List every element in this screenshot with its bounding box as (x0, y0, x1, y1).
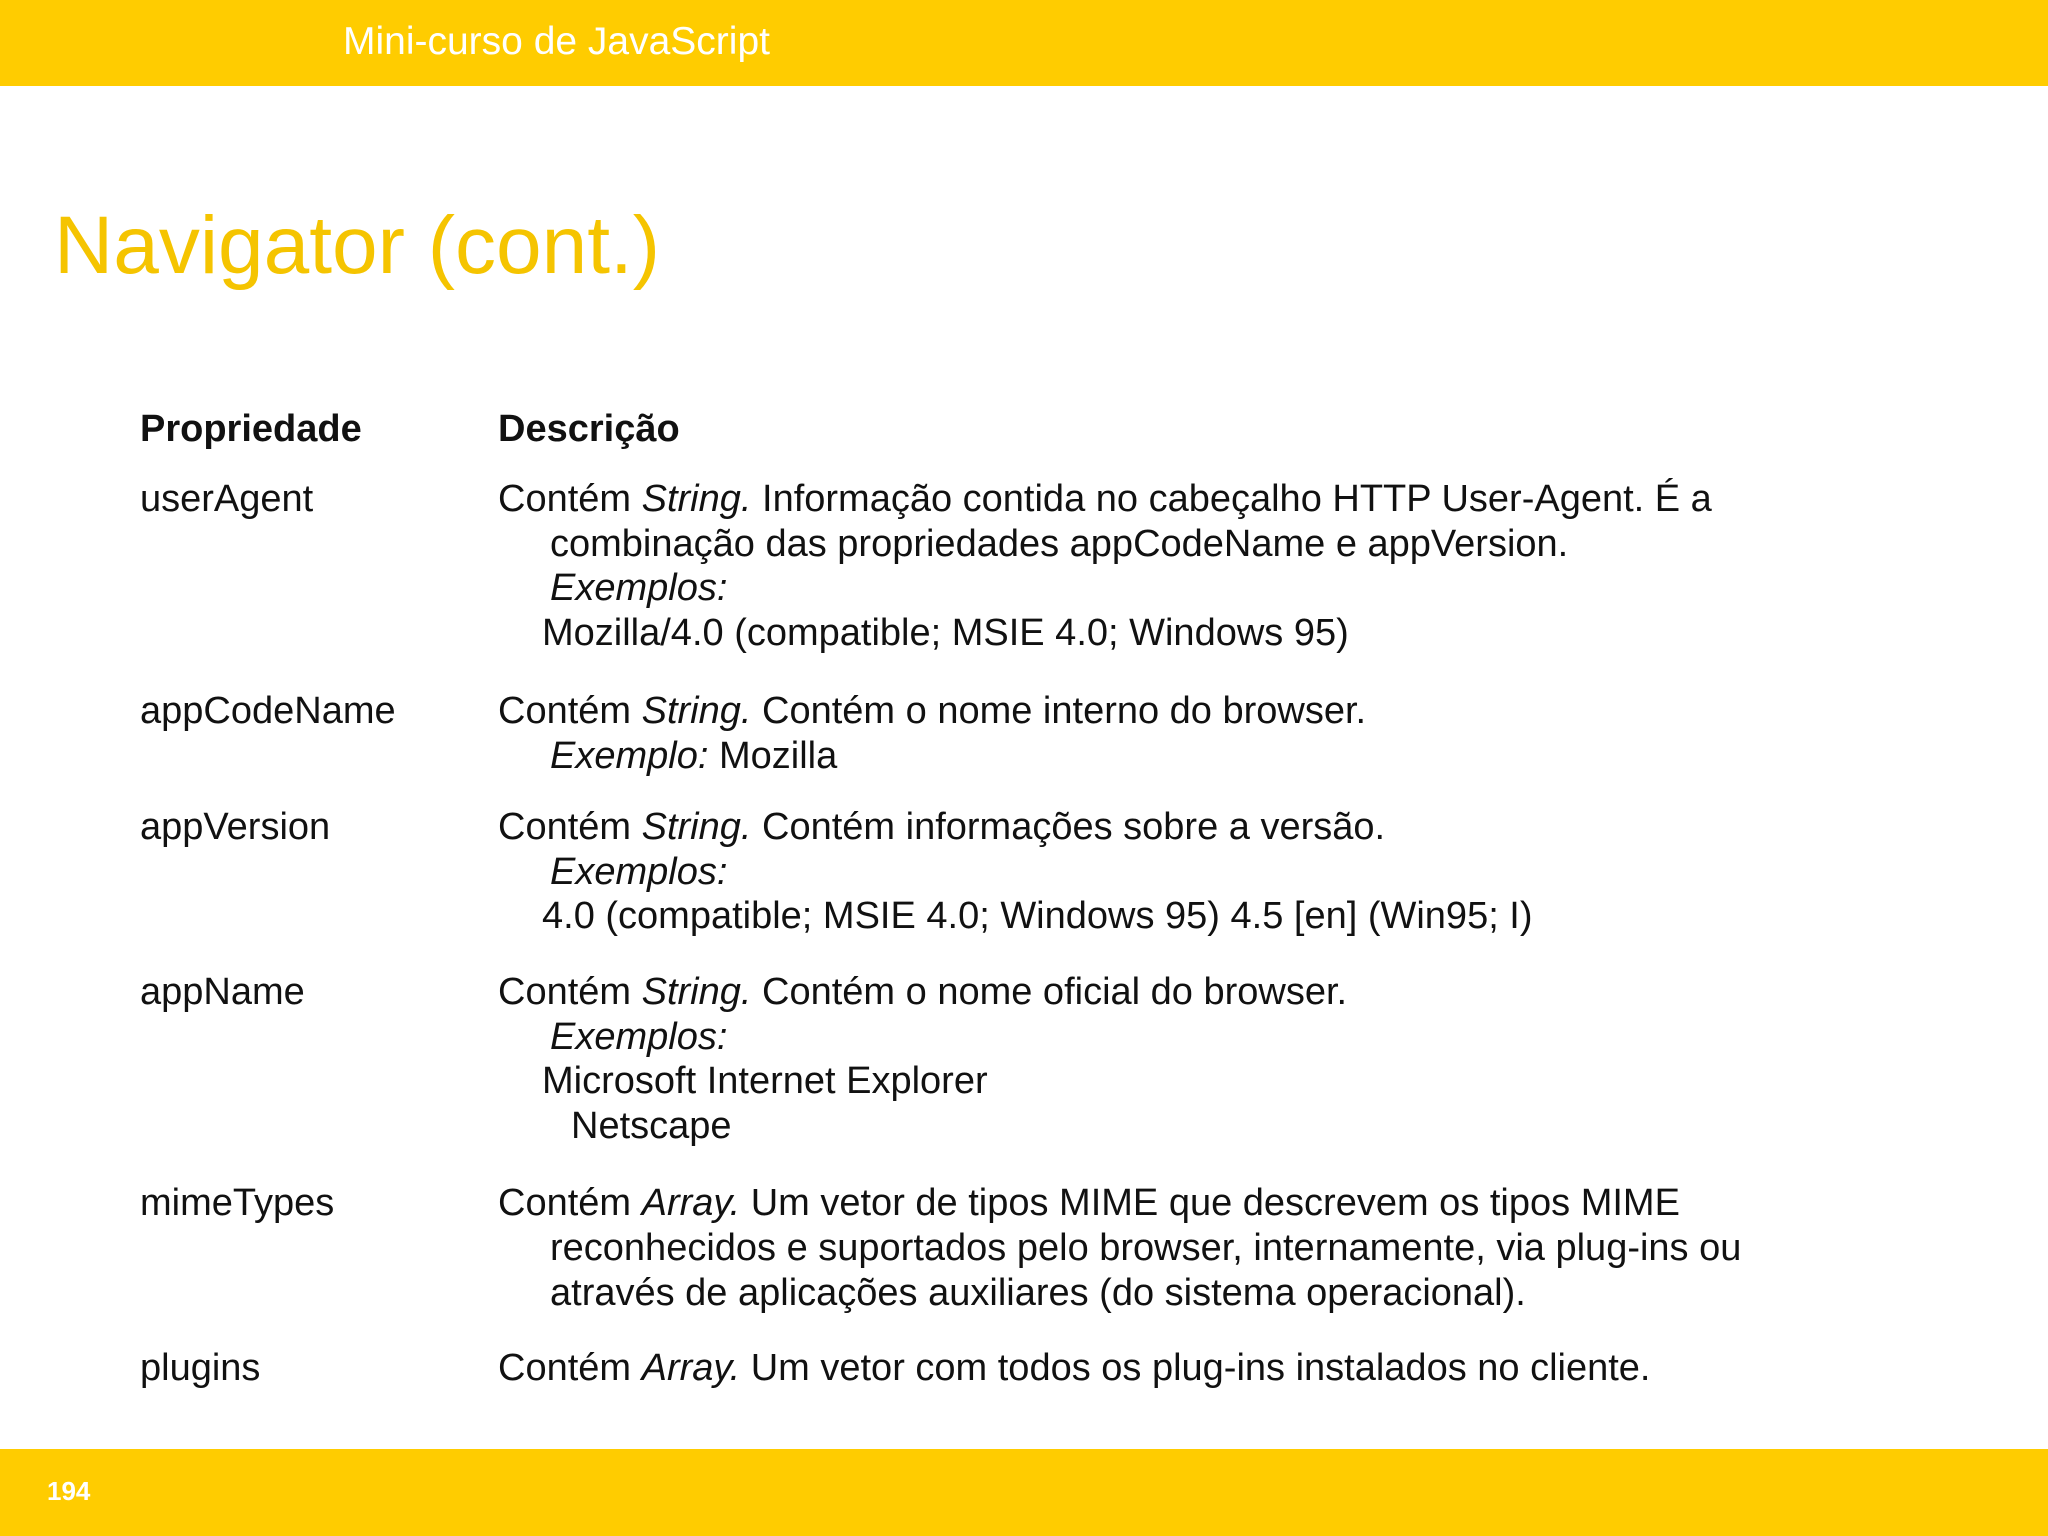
property-description: Contém String. Informação contida no cabeçalho HTTP User-Agent. É a (498, 478, 1712, 520)
property-name: mimeTypes (140, 1182, 335, 1224)
property-name: userAgent (140, 478, 314, 520)
property-name: appName (140, 971, 305, 1013)
course-title: Mini-curso de JavaScript (343, 20, 770, 63)
example-value: 4.0 (compatible; MSIE 4.0; Windows 95) 4.5 [en] (Win95; I) (542, 895, 1533, 937)
property-description: Contém Array. Um vetor de tipos MIME que descrevem os tipos MIME (498, 1182, 1680, 1224)
property-name: plugins (140, 1347, 261, 1389)
property-description: Contém String. Contém o nome oficial do browser. (498, 971, 1348, 1013)
example-value: Mozilla/4.0 (compatible; MSIE 4.0; Windows 95) (542, 612, 1349, 654)
slide-title: Navigator (cont.) (54, 200, 661, 291)
property-description: Contém Array. Um vetor com todos os plug-ins instalados no cliente. (498, 1347, 1651, 1389)
example-label: Exemplos: (550, 567, 728, 609)
property-description: Contém String. Contém o nome interno do browser. (498, 690, 1367, 732)
footer-bar (0, 1449, 2048, 1536)
example-label: Exemplos: (550, 851, 728, 893)
column-header-description: Descrição (498, 408, 680, 450)
column-header-property: Propriedade (140, 408, 362, 450)
property-description-line: através de aplicações auxiliares (do sistema operacional). (550, 1272, 1526, 1314)
example-line: Exemplo: Mozilla (550, 735, 838, 777)
page-number: 194 (47, 1476, 91, 1506)
example-value: Microsoft Internet Explorer (542, 1060, 988, 1102)
property-description-line: combinação das propriedades appCodeName e appVersion. (550, 523, 1569, 565)
property-description: Contém String. Contém informações sobre a versão. (498, 806, 1386, 848)
property-name: appVersion (140, 806, 331, 848)
property-description-line: reconhecidos e suportados pelo browser, internamente, via plug-ins ou (550, 1227, 1742, 1269)
property-name: appCodeName (140, 690, 396, 732)
example-value: Netscape (571, 1105, 732, 1147)
example-label: Exemplos: (550, 1016, 728, 1058)
